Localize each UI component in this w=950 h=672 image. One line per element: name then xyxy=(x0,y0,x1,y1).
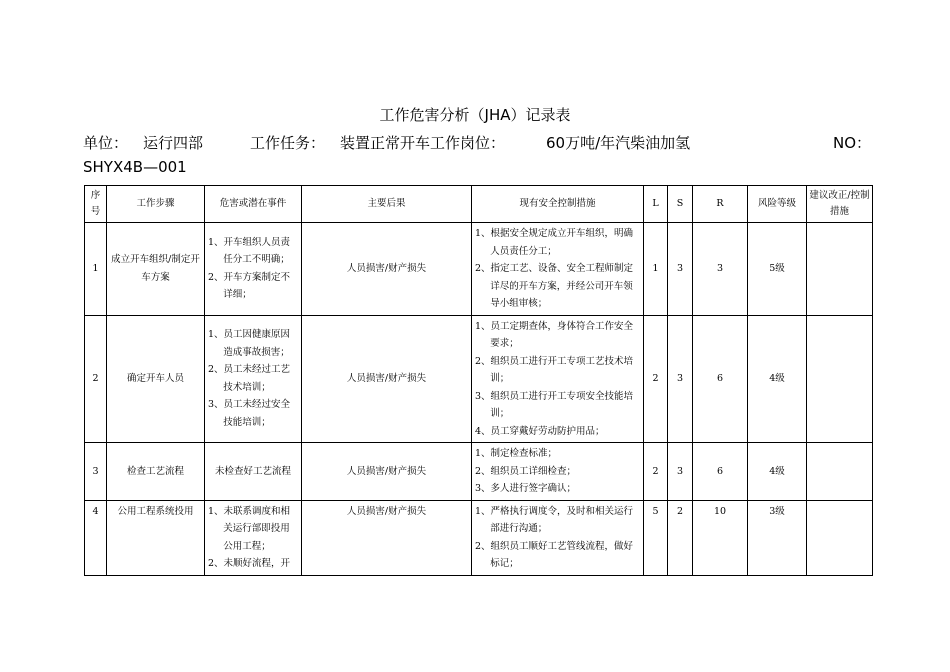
consequence: 人员损害/财产损失 xyxy=(302,443,472,501)
risk-level: 4级 xyxy=(748,315,807,443)
hazard-item: 3、员工未经过安全技能培训； xyxy=(208,399,291,428)
severity: 2 xyxy=(668,500,693,575)
work-step: 成立开车组织/制定开车方案 xyxy=(107,223,205,316)
hazard-item: 1、员工因健康原因造成事故损害； xyxy=(208,329,291,358)
control-item: 4、员工穿戴好劳动防护用品； xyxy=(475,425,605,437)
risk-level: 3级 xyxy=(748,500,807,575)
jha-table xyxy=(84,185,873,576)
table-header-row xyxy=(85,186,873,223)
control-item: 1、员工定期查体，身体符合工作安全要求； xyxy=(475,320,634,349)
control-item: 2、组织员工详细检查； xyxy=(475,465,577,477)
consequence: 人员损害/财产损失 xyxy=(302,500,472,575)
post-value: 60万吨/年汽柴油加氢 xyxy=(546,134,691,152)
hazards-cell xyxy=(205,223,302,316)
controls-cell xyxy=(472,500,644,575)
work-step: 检查工艺流程 xyxy=(107,443,205,501)
hazard-item: 2、未顺好流程，开 xyxy=(208,558,291,569)
table-row xyxy=(85,223,873,316)
unit-value: 运行四部 xyxy=(143,134,204,152)
row-number: 2 xyxy=(85,315,107,443)
task-value: 装置正常开车 xyxy=(340,134,431,152)
col-header: L xyxy=(644,186,668,223)
controls-cell xyxy=(472,315,644,443)
risk-level: 4级 xyxy=(748,443,807,501)
control-item: 3、组织员工进行开工专项安全技能培训； xyxy=(475,390,634,419)
severity: 3 xyxy=(668,315,693,443)
col-header: 序号 xyxy=(85,186,107,223)
hazard-item: 1、未联系调度和相关运行部即投用公用工程； xyxy=(208,505,291,552)
unit-label: 单位： xyxy=(83,134,129,152)
col-header: S xyxy=(668,186,693,223)
no-label: NO： xyxy=(833,134,872,152)
control-item: 2、组织员工进行开工专项工艺技术培训； xyxy=(475,355,634,384)
hazard-item: 2、开车方案制定不详细； xyxy=(208,271,291,301)
control-item: 1、严格执行调度令，及时和相关运行部进行沟通； xyxy=(475,505,634,534)
work-step: 确定开车人员 xyxy=(107,315,205,443)
col-header: 主要后果 xyxy=(302,186,472,223)
likelihood: 5 xyxy=(644,500,668,575)
document-number: SHYX4B—001 xyxy=(83,158,187,176)
header-line xyxy=(83,132,873,154)
task-label: 工作任务： xyxy=(250,134,326,152)
post-label: 工作岗位： xyxy=(430,134,506,152)
col-header: 危害或潜在事件 xyxy=(205,186,302,223)
table-row xyxy=(85,315,873,443)
advice xyxy=(807,223,873,316)
risk-value: 6 xyxy=(693,315,748,443)
table-row xyxy=(85,443,873,501)
hazards-cell xyxy=(205,443,302,501)
row-number: 1 xyxy=(85,223,107,316)
likelihood: 2 xyxy=(644,443,668,501)
controls-cell xyxy=(472,223,644,316)
control-item: 2、指定工艺、设备、安全工程师制定详尽的开车方案，并经公司开车领导小组审核； xyxy=(475,263,634,309)
row-number: 3 xyxy=(85,443,107,501)
severity: 3 xyxy=(668,223,693,316)
col-header: 现有安全控制措施 xyxy=(472,186,644,223)
hazard-item: 未检查好工艺流程 xyxy=(214,465,291,477)
hazards-cell xyxy=(205,315,302,443)
advice xyxy=(807,315,873,443)
hazard-item: 1、开车组织人员责任分工不明确； xyxy=(208,236,291,266)
risk-value: 6 xyxy=(693,443,748,501)
hazard-item: 2、员工未经过工艺技术培训； xyxy=(208,364,291,393)
risk-value: 3 xyxy=(693,223,748,316)
col-header: 风险等级 xyxy=(748,186,807,223)
hazards-cell xyxy=(205,500,302,575)
advice xyxy=(807,443,873,501)
col-header: 工作步骤 xyxy=(107,186,205,223)
control-item: 2、组织员工顺好工艺管线流程，做好标记； xyxy=(475,540,634,569)
control-item: 1、根据安全规定成立开车组织，明确人员责任分工； xyxy=(475,228,634,257)
consequence: 人员损害/财产损失 xyxy=(302,315,472,443)
work-step: 公用工程系统投用 xyxy=(107,500,205,575)
consequence: 人员损害/财产损失 xyxy=(302,223,472,316)
likelihood: 2 xyxy=(644,315,668,443)
col-header: 建议改正/控制措施 xyxy=(807,186,873,223)
col-header: R xyxy=(693,186,748,223)
likelihood: 1 xyxy=(644,223,668,316)
advice xyxy=(807,500,873,575)
severity: 3 xyxy=(668,443,693,501)
row-number: 4 xyxy=(85,500,107,575)
risk-level: 5级 xyxy=(748,223,807,316)
page-title: 工作危害分析（JHA）记录表 xyxy=(379,106,571,124)
risk-value: 10 xyxy=(693,500,748,575)
controls-cell xyxy=(472,443,644,501)
control-item: 3、多人进行签字确认； xyxy=(475,483,577,494)
control-item: 1、制定检查标准； xyxy=(475,448,558,459)
table-row xyxy=(85,500,873,575)
